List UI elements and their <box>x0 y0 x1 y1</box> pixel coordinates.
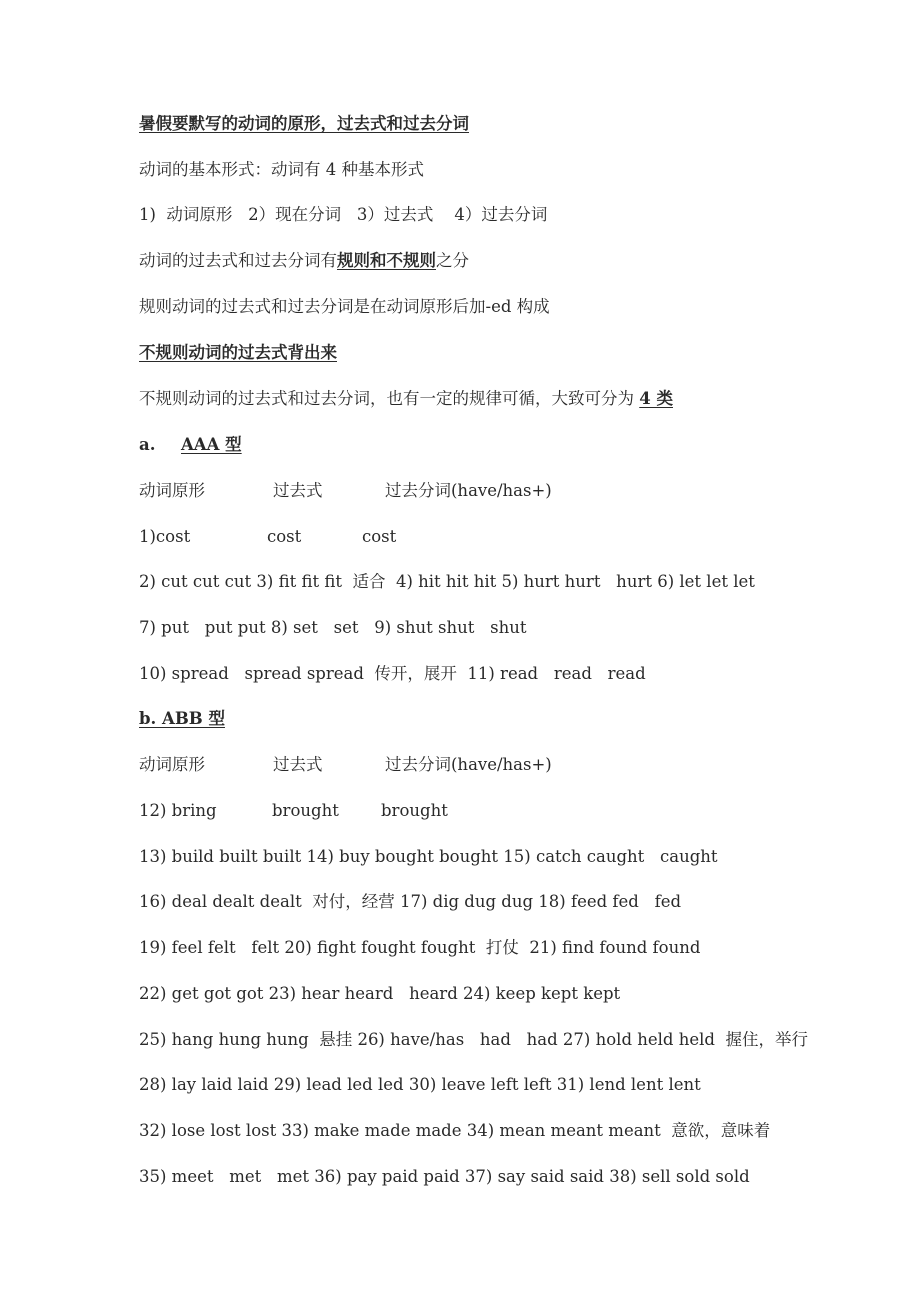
section-b-line: 22) get got got 23) hear heard heard 24) keep kept kept <box>139 984 621 1003</box>
intro-line-2: 1) 动词原形 2）现在分词 3）过去式 4）过去分词 <box>139 205 548 224</box>
section-b-line: 32) lose lost lost 33) make made made 34) mean meant meant 意欲，意味着 <box>139 1121 771 1140</box>
document-title: 暑假要默写的动词的原形，过去式和过去分词 <box>139 114 469 133</box>
section-a-row1-past: cost <box>267 527 302 546</box>
section-b-line: 16) deal dealt dealt 对付，经营 17) dig dug dug 18) feed fed fed <box>139 892 682 911</box>
intro-line-3-end: 之分 <box>436 251 469 270</box>
section-b-row1-participle: brought <box>381 801 448 820</box>
section-a-row1-participle: cost <box>362 527 397 546</box>
intro-line-1: 动词的基本形式：动词有 4 种基本形式 <box>139 160 424 179</box>
irregular-intro <box>139 386 673 412</box>
section-b-col-base: 动词原形 <box>139 755 205 774</box>
section-b-line: 13) build built built 14) buy bought bought 15) catch caught caught <box>139 847 718 866</box>
section-b-line: 35) meet met met 36) pay paid paid 37) say said said 38) sell sold sold <box>139 1167 750 1186</box>
section-b-row1-past: brought <box>272 801 339 820</box>
irregular-heading: 不规则动词的过去式背出来 <box>139 343 337 362</box>
section-b-row1-base: 12) bring <box>139 801 217 820</box>
intro-line-3-start: 动词的过去式和过去分词有 <box>139 251 337 270</box>
category-count: 4 类 <box>639 389 673 408</box>
section-a-line: 10) spread spread spread 传开，展开 11) read read read <box>139 664 646 683</box>
intro-line-3 <box>139 248 469 274</box>
section-a-col-participle: 过去分词(have/has+) <box>385 481 552 500</box>
regular-irregular-emphasis: 规则和不规则 <box>337 251 436 270</box>
section-b-title: b. ABB 型 <box>139 709 225 728</box>
section-a-label: a. <box>139 435 156 454</box>
section-a-line: 7) put put put 8) set set 9) shut shut shut <box>139 618 527 637</box>
section-a-row1-base: 1)cost <box>139 527 191 546</box>
section-b-col-past: 过去式 <box>273 755 323 774</box>
intro-line-4: 规则动词的过去式和过去分词是在动词原形后加-ed 构成 <box>139 297 550 316</box>
section-a-title: AAA 型 <box>181 435 242 454</box>
section-a-col-base: 动词原形 <box>139 481 205 500</box>
section-a-line: 2) cut cut cut 3) fit fit fit 适合 4) hit hit hit 5) hurt hurt hurt 6) let let let <box>139 572 755 591</box>
section-a-col-past: 过去式 <box>273 481 323 500</box>
section-b-col-participle: 过去分词(have/has+) <box>385 755 552 774</box>
irregular-intro-text: 不规则动词的过去式和过去分词，也有一定的规律可循，大致可分为 <box>139 389 640 408</box>
section-b-line: 25) hang hung hung 悬挂 26) have/has had had 27) hold held held 握住，举行 <box>139 1030 808 1049</box>
section-b-line: 19) feel felt felt 20) fight fought fought 打仗 21) find found found <box>139 938 701 957</box>
section-b-line: 28) lay laid laid 29) lead led led 30) leave left left 31) lend lent lent <box>139 1075 701 1094</box>
